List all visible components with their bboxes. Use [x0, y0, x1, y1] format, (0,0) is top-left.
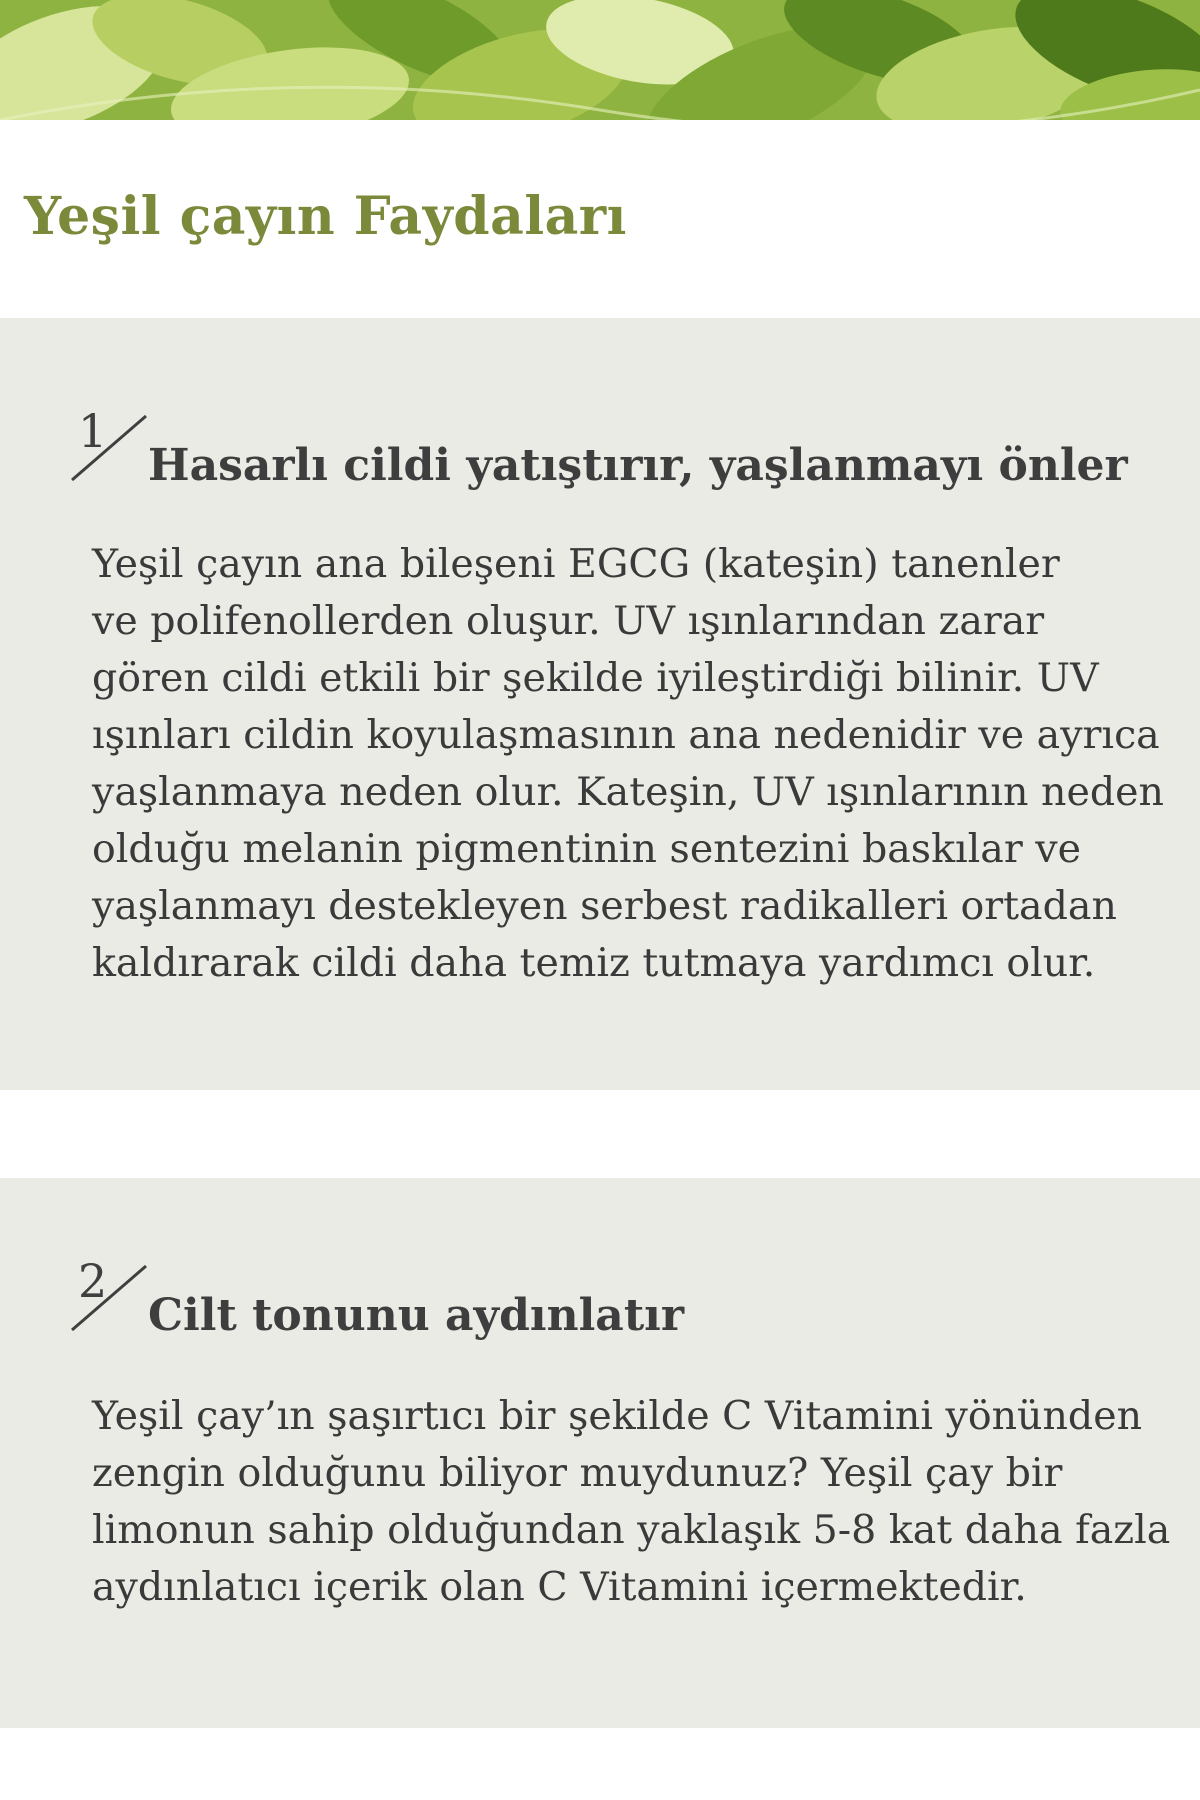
- benefit-section-1: [0, 318, 1200, 1090]
- section-number-mark: [68, 404, 158, 488]
- body-line: olduğu melanin pigmentinin sentezini baskılar ve: [92, 826, 1081, 872]
- section-body: [92, 1388, 1172, 1616]
- body-line: yaşlanmaya neden olur. Kateşin, UV ışınlarının neden: [92, 769, 1164, 815]
- hero-leaves-image: [0, 0, 1200, 120]
- body-line: ve polifenollerden oluşur. UV ışınlarından zarar: [92, 598, 1045, 644]
- section-number: 1: [78, 404, 108, 458]
- body-line: kaldırarak cildi daha temiz tutmaya yardımcı olur.: [92, 940, 1096, 986]
- body-line: aydınlatıcı içerik olan C Vitamini içermektedir.: [92, 1564, 1027, 1610]
- slash-icon: [68, 404, 158, 488]
- body-line: Yeşil çay’ın şaşırtıcı bir şekilde C Vitamini yönünden: [92, 1393, 1143, 1439]
- leaves-illustration: [0, 0, 1200, 120]
- section-number: 2: [78, 1254, 108, 1308]
- benefit-section-2: [0, 1178, 1200, 1728]
- body-line: yaşlanmayı destekleyen serbest radikalleri ortadan: [92, 883, 1117, 929]
- slash-icon: [68, 1254, 158, 1338]
- body-line: limonun sahip olduğundan yaklaşık 5-8 kat daha fazla: [92, 1507, 1171, 1553]
- body-line: Yeşil çayın ana bileşeni EGCG (kateşin) tanenler: [92, 541, 1060, 587]
- section-body: [92, 536, 1172, 992]
- section-heading: Hasarlı cildi yatıştırır, yaşlanmayı önler: [148, 440, 1128, 491]
- body-line: ışınları cildin koyulaşmasının ana nedenidir ve ayrıca: [92, 712, 1160, 758]
- section-number-mark: [68, 1254, 158, 1338]
- section-heading: Cilt tonunu aydınlatır: [148, 1290, 685, 1341]
- body-line: gören cildi etkili bir şekilde iyileştirdiği bilinir. UV: [92, 655, 1099, 701]
- page-title: Yeşil çayın Faydaları: [24, 186, 627, 247]
- body-line: zengin olduğunu biliyor muydunuz? Yeşil çay bir: [92, 1450, 1063, 1496]
